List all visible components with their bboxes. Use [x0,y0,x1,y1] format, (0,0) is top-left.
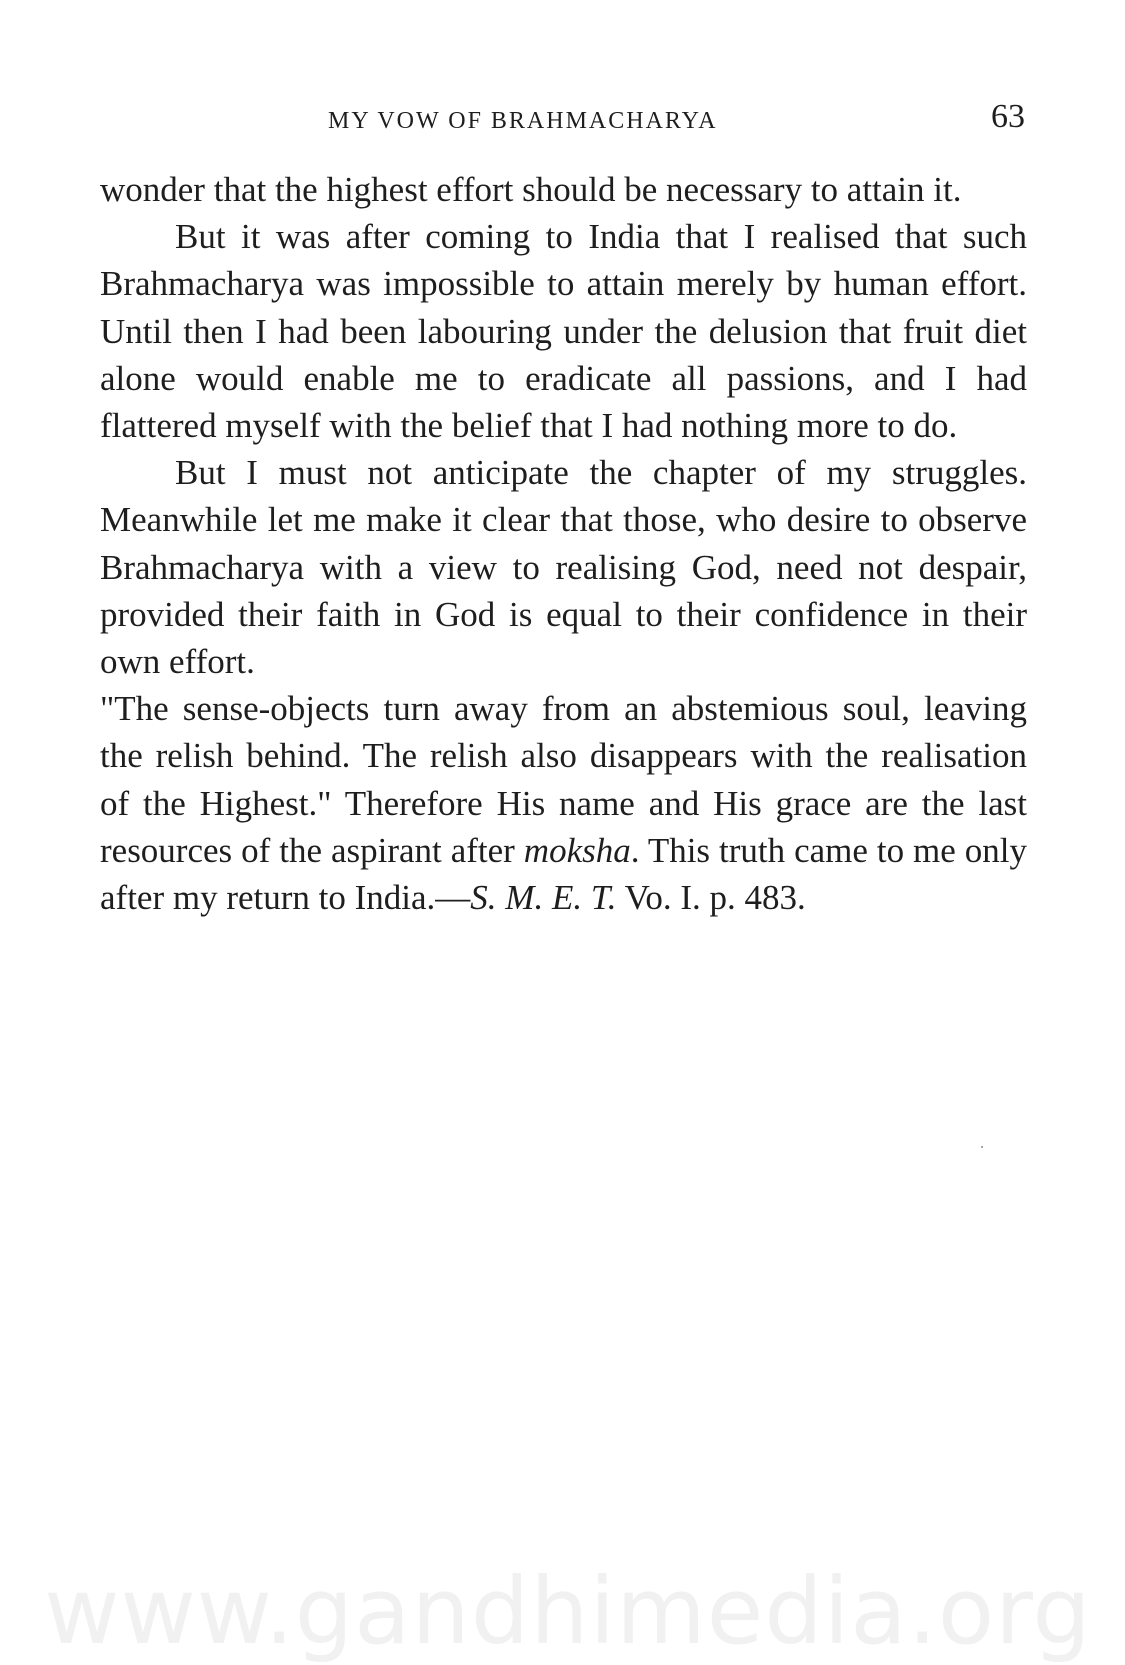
quote-text: "The sense-objects turn away from an abstemious soul, leaving the relish behind. The relish also disappears with the realisation of the Highest." Therefore His name and His grace are the last resources of the aspirant after [100,689,1027,870]
running-title: MY VOW OF BRAHMACHARYA [328,108,718,134]
ink-speck [981,1146,983,1148]
page-number: 63 [991,98,1025,135]
source-abbreviation: S. M. E. T. [470,878,617,918]
body-text [100,166,1027,921]
citation-text: Vo. I. p. 483. [616,878,806,918]
paragraph-1: wonder that the highest effort should be necessary to attain it. [100,170,962,209]
paragraph-2: But it was after coming to India that I realised that such Brahmacharya was impossible to attain merely by human effort. Until then I had been labouring under the delusion that fruit diet alone would enable me to eradicate all passions, and I had flattered myself with the belief that I had nothing more to do. [100,217,1027,446]
moksha-term: moksha [523,830,631,870]
after-moksha-text: . This truth came to me only after my return to India.— [100,830,1028,918]
running-head [102,98,1027,142]
watermark: www.gandhimedia.org [44,1558,1092,1665]
paragraph-4 [100,685,1027,921]
paragraph-3: But I must not anticipate the chapter of my struggles. Meanwhile let me make it clear that those, who desire to observe Brahmacharya with a view to realising God, need not despair, provided their faith in God is equal to their confidence in their own effort. [100,453,1027,682]
